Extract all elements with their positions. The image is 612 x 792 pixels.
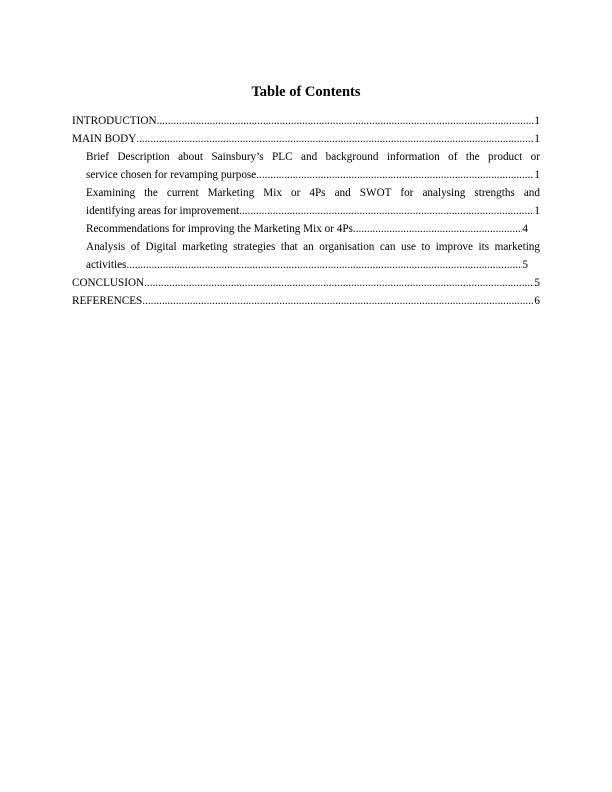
toc-entry-label-line1: Brief Description about Sainsbury’s PLC and background information of the product or (86, 151, 540, 163)
toc-entry-label: identifying areas for improvement (86, 205, 240, 217)
toc-entry-digital-marketing[interactable] (86, 239, 540, 273)
dot-leader (239, 203, 534, 219)
toc-page-number: 5 (522, 259, 528, 271)
dot-leader (144, 275, 534, 291)
dot-leader (256, 167, 534, 183)
toc-entry-introduction[interactable] (72, 113, 540, 129)
toc-entry-label: service chosen for revamping purpose (86, 169, 257, 181)
toc-entry-label: CONCLUSION (72, 277, 145, 289)
toc-page-number: 1 (534, 205, 540, 217)
toc-entry-label: INTRODUCTION (72, 115, 157, 127)
toc-page-number: 1 (534, 169, 540, 181)
toc-page-number: 1 (534, 133, 540, 145)
toc-entry-examining-marketing-mix[interactable] (86, 185, 540, 219)
toc-entry-references[interactable] (72, 293, 540, 309)
toc-entry-label: activities (86, 259, 127, 271)
dot-leader (157, 113, 535, 129)
toc-page-number: 4 (522, 223, 528, 235)
toc-entry-label: Recommendations for improving the Marketing Mix or 4Ps (86, 223, 353, 235)
toc-page-number: 6 (534, 295, 540, 307)
toc-entry-label: REFERENCES (72, 295, 143, 307)
toc-entry-label-line1: Examining the current Marketing Mix or 4Ps and SWOT for analysing strengths and (86, 187, 540, 199)
toc-page-number: 5 (534, 277, 540, 289)
toc-entry-brief-description[interactable] (86, 149, 540, 183)
table-of-contents (72, 113, 540, 309)
dot-leader (353, 221, 522, 237)
toc-entry-conclusion[interactable] (72, 275, 540, 291)
toc-entry-recommendations[interactable] (86, 221, 540, 237)
toc-entry-label-line1: Analysis of Digital marketing strategies that an organisation can use to improve its marketing (86, 241, 540, 253)
dot-leader (142, 293, 534, 309)
toc-page-number: 1 (534, 115, 540, 127)
dot-leader (126, 257, 522, 273)
toc-title: Table of Contents (251, 84, 361, 100)
toc-entry-main-body[interactable] (72, 131, 540, 147)
toc-entry-label: MAIN BODY (72, 133, 137, 145)
dot-leader (136, 131, 534, 147)
